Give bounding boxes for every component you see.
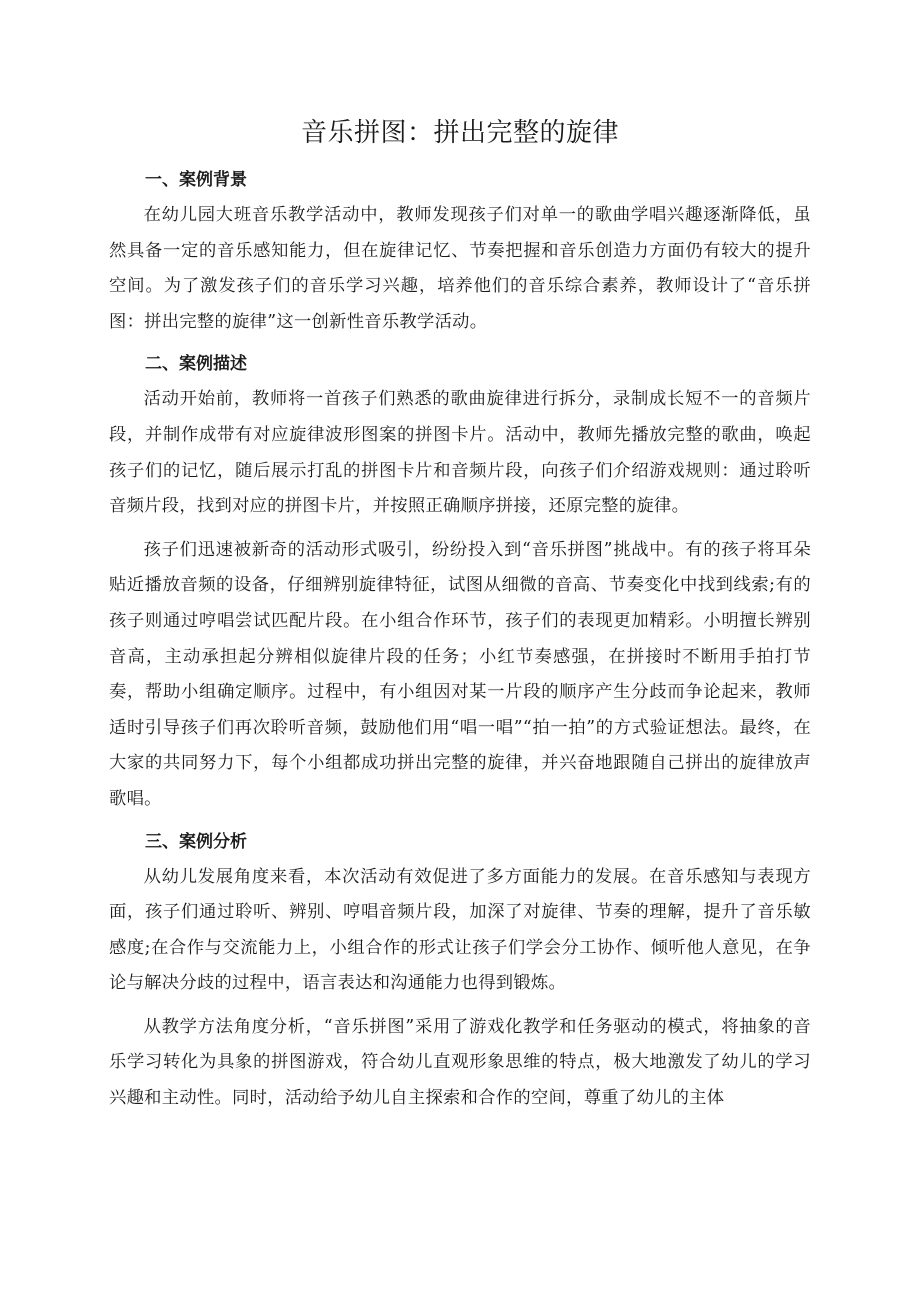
section-heading: 一、案例背景 bbox=[145, 170, 247, 190]
document-title: 音乐拼图：拼出完整的旋律 bbox=[300, 118, 619, 148]
paragraph: 孩子们迅速被新奇的活动形式吸引，纷纷投入到“音乐拼图”挑战中。有的孩子将耳朵贴近播放音频的设备，仔细辨别旋律特征，试图从细微的音高、节奏变化中找到线索;有的孩子则通过哼唱尝试匹配片段。在小组合作环节，孩子们的表现更加精彩。小明擅长辨别音高，主动承担起分辨相似旋律片段的任务；小红节奏感强，在拼接时不断用手拍打节奏，帮助小组确定顺序。过程中，有小组因对某一片段的顺序产生分歧而争论起来，教师适时引导孩子们再次聆听音频，鼓励他们用“唱一唱”“拍一拍”的方式验证想法。最终，在大家的共同努力下，每个小组都成功拼出完整的旋律，并兴奋地跟随自己拼出的旋律放声歌唱。 bbox=[109, 539, 811, 809]
section-description bbox=[109, 348, 811, 817]
section-heading: 三、案例分析 bbox=[145, 831, 247, 852]
paragraph: 在幼儿园大班音乐教学活动中，教师发现孩子们对单一的歌曲学唱兴趣逐渐降低，虽然具备一定的音乐感知能力，但在旋律记忆、节奏把握和音乐创造力方面仍有较大的提升空间。为了激发孩子们的音乐学习兴趣，培养他们的音乐综合素养，教师设计了“音乐拼图：拼出完整的旋律”这一创新性音乐教学活动。 bbox=[109, 205, 811, 332]
section-analysis bbox=[109, 826, 811, 1117]
section-background bbox=[109, 164, 811, 340]
paragraph: 从幼儿发展角度来看，本次活动有效促进了多方面能力的发展。在音乐感知与表现方面，孩子们通过聆听、辨别、哼唱音频片段，加深了对旋律、节奏的理解，提升了音乐敏感度;在合作与交流能力上，小组合作的形式让孩子们学会分工协作、倾听他人意见，在争论与解决分歧的过程中，语言表达和沟通能力也得到锻炼。 bbox=[109, 866, 811, 994]
paragraph: 从教学方法角度分析，“音乐拼图”采用了游戏化教学和任务驱动的模式，将抽象的音乐学习转化为具象的拼图游戏，符合幼儿直观形象思维的特点，极大地激发了幼儿的学习兴趣和主动性。同时，活动给予幼儿自主探索和合作的空间，尊重了幼儿的主体 bbox=[109, 1016, 811, 1109]
section-heading: 二、案例描述 bbox=[145, 354, 247, 375]
paragraph: 活动开始前，教师将一首孩子们熟悉的歌曲旋律进行拆分，录制成长短不一的音频片段，并制作成带有对应旋律波形图案的拼图卡片。活动中，教师先播放完整的歌曲，唤起孩子们的记忆，随后展示打乱的拼图卡片和音频片段，向孩子们介绍游戏规则：通过聆听音频片段，找到对应的拼图卡片，并按照正确顺序拼接，还原完整的旋律。 bbox=[109, 389, 811, 517]
document-page bbox=[109, 112, 811, 1125]
